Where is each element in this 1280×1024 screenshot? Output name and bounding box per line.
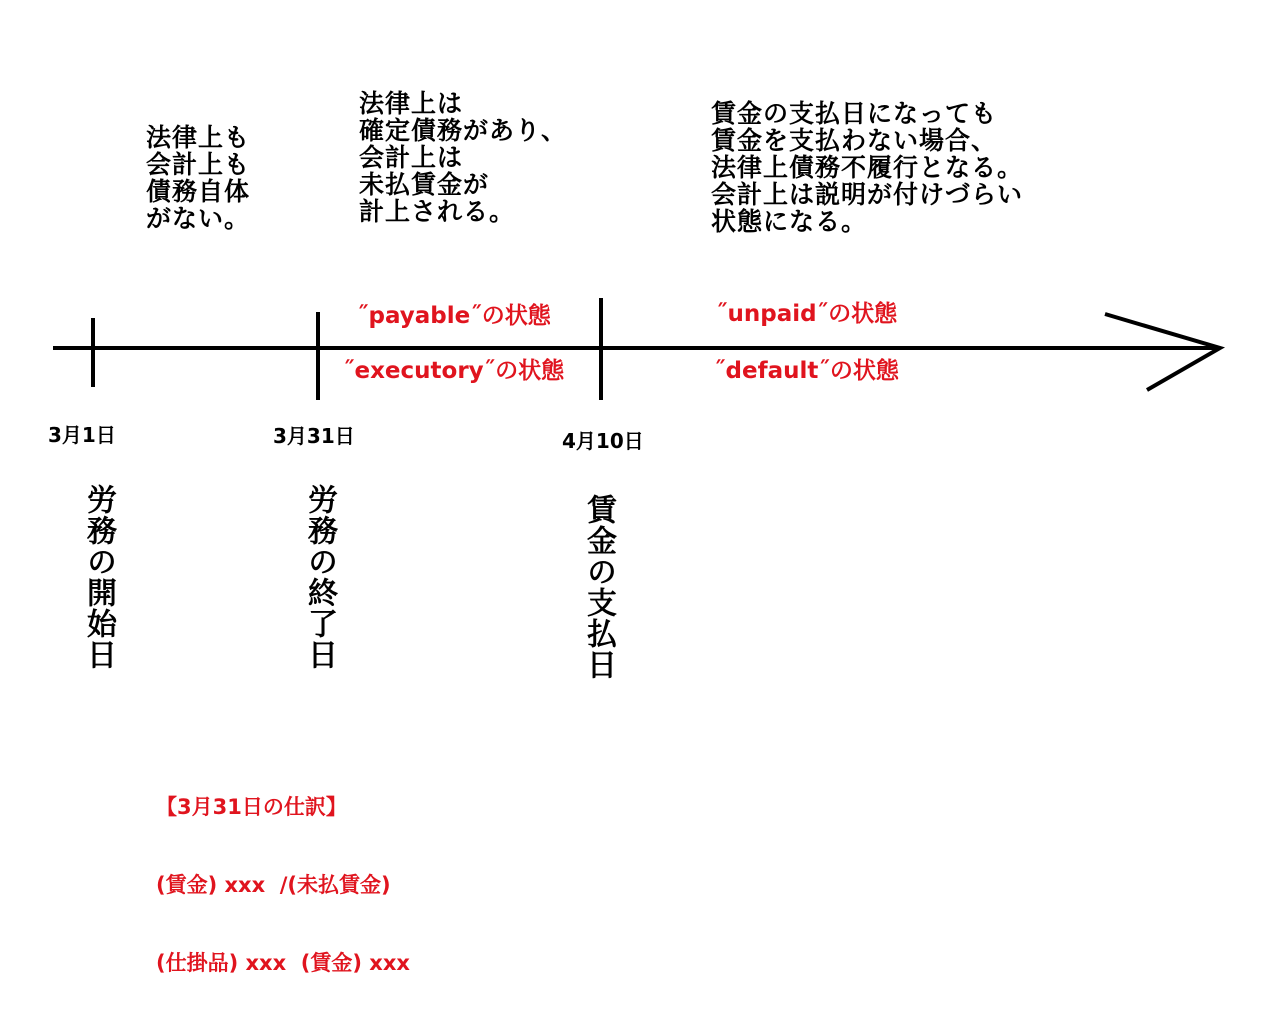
note-line: 会計上は説明が付けづらい [711, 180, 1024, 209]
note-line: がない。 [146, 204, 251, 233]
note-line: 会計上は [359, 143, 464, 172]
state-default: ˝default˝の状態 [714, 358, 899, 384]
event-payment-date: 賃金の支払日 [581, 494, 616, 680]
journal-title: 【3月31日の仕訳】 [156, 795, 347, 819]
note-line: 賃金を支払わない場合、 [711, 126, 998, 155]
date-payment: 4月10日 [562, 429, 644, 453]
note-line: 債務自体 [146, 177, 251, 206]
arrow-head-icon [1105, 314, 1220, 390]
note-line: 法律上も [146, 123, 251, 152]
note-line: 法律上は [359, 89, 464, 118]
note-line: 確定債務があり、 [359, 116, 568, 145]
state-payable: ˝payable˝の状態 [357, 303, 551, 329]
note-line: 計上される。 [359, 197, 516, 226]
note-line: 会計上も [146, 150, 251, 179]
state-executory: ˝executory˝の状態 [343, 358, 565, 384]
state-unpaid: ˝unpaid˝の状態 [716, 301, 898, 327]
journal-entry [156, 742, 410, 1002]
date-start: 3月1日 [48, 423, 116, 447]
note-line: 賃金の支払日になっても [711, 99, 998, 128]
event-start-of-service: 労務の開始日 [81, 484, 116, 670]
journal-line: (仕掛品) xxx (賃金) xxx [156, 951, 410, 975]
journal-line: (賃金) xxx /(未払賃金) [156, 873, 391, 897]
note-line: 法律上債務不履行となる。 [711, 153, 1024, 182]
event-end-of-service: 労務の終了日 [302, 484, 337, 670]
note-line: 状態になる。 [711, 207, 868, 236]
date-end-of-service: 3月31日 [273, 424, 355, 448]
note-line: 未払賃金が [359, 170, 490, 199]
